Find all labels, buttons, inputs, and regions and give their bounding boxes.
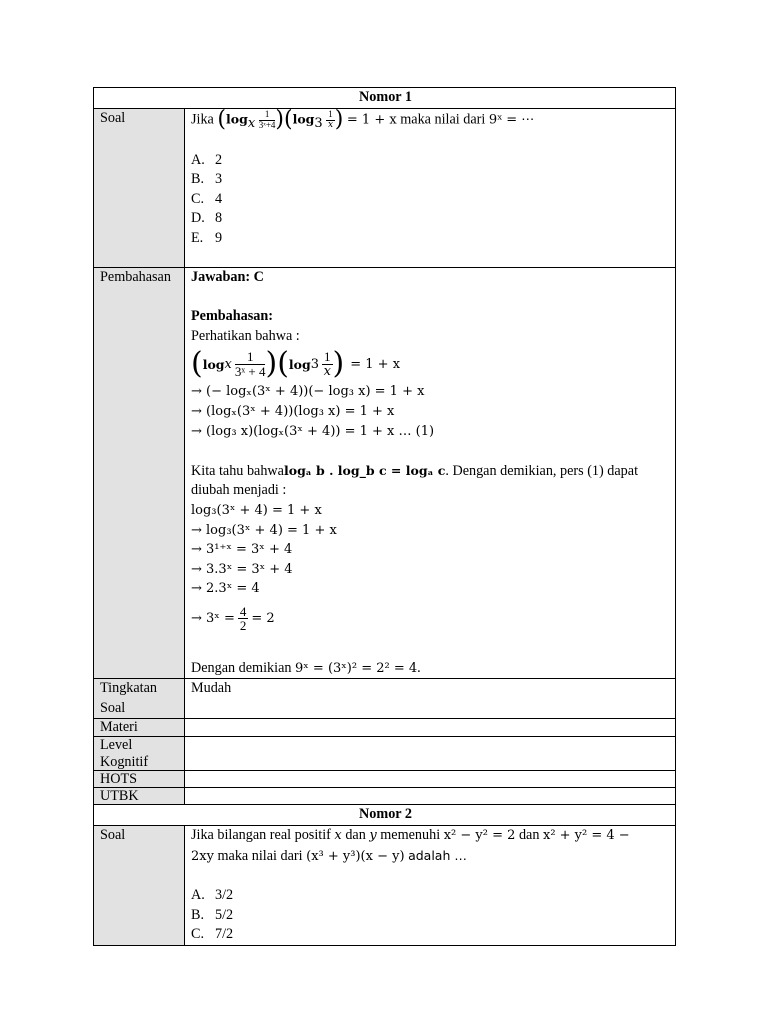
document-page bbox=[93, 87, 675, 943]
nomor-1-soal-row bbox=[94, 109, 676, 268]
option-value: 8 bbox=[215, 210, 223, 227]
q2-dan: dan bbox=[345, 827, 366, 844]
question-jika: Jika bbox=[191, 111, 214, 128]
final-fraction bbox=[238, 605, 249, 633]
question-2-line-1 bbox=[191, 826, 671, 846]
option-key: C. bbox=[191, 926, 205, 943]
q2-maka: maka nilai dari bbox=[217, 847, 303, 864]
conclusion bbox=[191, 659, 671, 679]
log-2: log bbox=[292, 111, 315, 127]
nomor-2-header: Nomor 2 bbox=[94, 805, 676, 826]
log-1-base: x bbox=[247, 116, 256, 132]
option-value: 4 bbox=[215, 190, 223, 207]
option-key: C. bbox=[191, 190, 205, 207]
q2-memenuhi: memenuhi bbox=[380, 827, 441, 844]
materi-value bbox=[185, 719, 676, 737]
step-b-4: → 3.3ˣ = 3ˣ + 4 bbox=[191, 561, 293, 577]
pembahasan-heading: Pembahasan: bbox=[191, 308, 273, 325]
option-c bbox=[191, 190, 671, 210]
option-key: A. bbox=[191, 887, 205, 904]
tingkatan-label: Tingkatan Soal bbox=[94, 679, 185, 719]
option-key: B. bbox=[191, 171, 205, 188]
q2-eq-1: x² − y² = 2 bbox=[443, 828, 516, 844]
log-1-base: x bbox=[224, 356, 232, 372]
q2-text: Jika bilangan real positif bbox=[191, 827, 331, 844]
right-paren: ) bbox=[265, 346, 278, 382]
option-b bbox=[191, 170, 671, 190]
conclusion-suffix: . bbox=[417, 659, 421, 676]
fraction-1-num: 1 bbox=[235, 350, 266, 365]
step-a-1: → (− logₓ(3ˣ + 4))(− log₃ x) = 1 + x bbox=[191, 384, 425, 400]
kita-tahu-formula: logₐ b . log_b c = logₐ c bbox=[283, 462, 446, 478]
options-list bbox=[191, 151, 671, 249]
soal-content-2 bbox=[185, 826, 676, 946]
hots-label: HOTS bbox=[94, 771, 185, 788]
log-1: log bbox=[226, 111, 248, 127]
option-key: D. bbox=[191, 210, 205, 227]
question-rhs: = 1 + x bbox=[346, 112, 397, 128]
option-key: A. bbox=[191, 151, 205, 168]
conclusion-formula: 9ˣ = (3ˣ)² = 2² = 4 bbox=[295, 660, 418, 676]
option-a bbox=[191, 886, 671, 906]
perhatikan-text: Perhatikan bahwa : bbox=[191, 327, 300, 344]
kita-tahu-line bbox=[191, 461, 671, 482]
option-b bbox=[191, 906, 671, 926]
utbk-value bbox=[185, 788, 676, 805]
materi-label: Materi bbox=[94, 719, 185, 737]
question-table bbox=[93, 87, 676, 946]
q2-dan-2: dan bbox=[518, 827, 540, 844]
nomor-1-pembahasan-row bbox=[94, 268, 676, 679]
question-target: 9ˣ bbox=[488, 112, 503, 128]
spacer bbox=[191, 441, 671, 461]
left-paren-2: ( bbox=[277, 346, 289, 382]
left-paren: ( bbox=[191, 346, 203, 382]
fraction-1-den: 3ˣ + 4 bbox=[234, 363, 266, 379]
kita-tahu-line-2: diubah menjadi : bbox=[191, 482, 287, 499]
option-d bbox=[191, 209, 671, 229]
materi-row bbox=[94, 719, 676, 737]
final-fraction-den: 2 bbox=[239, 618, 247, 634]
pembahasan-content bbox=[185, 268, 676, 679]
nomor-1-header-row bbox=[94, 88, 676, 109]
option-a bbox=[191, 151, 671, 171]
q2-var-y: y bbox=[369, 828, 377, 844]
fraction-1 bbox=[235, 350, 266, 378]
final-step-prefix: → 3ˣ = bbox=[191, 611, 235, 627]
question-tail: = ⋯ bbox=[506, 112, 535, 128]
conclusion-prefix: Dengan demikian bbox=[191, 659, 292, 676]
fraction-2 bbox=[326, 110, 335, 130]
tingkatan-value: Mudah bbox=[185, 679, 676, 719]
option-value: 2 bbox=[215, 151, 223, 168]
fraction-2 bbox=[322, 350, 333, 378]
soal-label-2: Soal bbox=[94, 826, 185, 946]
nomor-1-header: Nomor 1 bbox=[94, 88, 676, 109]
pembahasan-label: Pembahasan bbox=[94, 268, 185, 679]
fraction-1 bbox=[259, 110, 276, 130]
fraction-2-den: x bbox=[327, 119, 334, 130]
option-key: E. bbox=[191, 229, 204, 246]
fraction-1-den: 3ˣ+4 bbox=[258, 119, 276, 130]
utbk-label: UTBK bbox=[94, 788, 185, 805]
log-2-base: 3 bbox=[310, 356, 320, 372]
left-paren-2: ( bbox=[284, 107, 293, 132]
q2-2xy: 2xy bbox=[191, 848, 214, 864]
option-value: 9 bbox=[215, 229, 223, 246]
final-step-suffix: = 2 bbox=[251, 611, 275, 627]
left-paren: ( bbox=[217, 107, 226, 132]
fraction-2-num: 1 bbox=[328, 109, 333, 120]
option-key: B. bbox=[191, 906, 205, 923]
log-1: log bbox=[202, 356, 225, 372]
hots-value bbox=[185, 771, 676, 788]
fraction-2-num: 1 bbox=[324, 349, 331, 365]
option-value: 7/2 bbox=[215, 926, 234, 943]
right-paren-2: ) bbox=[334, 107, 344, 132]
step-0-rhs: = 1 + x bbox=[350, 356, 401, 372]
step-b-1: log₃(3ˣ + 4) = 1 + x bbox=[191, 502, 322, 518]
jawaban: Jawaban: C bbox=[191, 269, 264, 285]
q2-eq-2: x² + y² = 4 − bbox=[542, 828, 630, 844]
option-c bbox=[191, 925, 671, 945]
question-text-mid: maka nilai dari bbox=[400, 111, 486, 128]
hots-row bbox=[94, 771, 676, 788]
log-2: log bbox=[288, 356, 311, 372]
step-b-5: → 2.3ˣ = 4 bbox=[191, 581, 260, 597]
spacer bbox=[191, 288, 671, 308]
spacer bbox=[191, 639, 671, 659]
option-e bbox=[191, 229, 671, 249]
question-line bbox=[191, 109, 671, 131]
question-2-line-2 bbox=[191, 846, 671, 867]
spacer bbox=[191, 131, 671, 151]
final-fraction-num: 4 bbox=[239, 603, 247, 619]
final-step bbox=[191, 599, 671, 639]
right-paren: ) bbox=[275, 107, 284, 132]
option-value: 3 bbox=[215, 171, 223, 188]
soal-content bbox=[185, 109, 676, 268]
log-2-base: 3 bbox=[314, 116, 323, 132]
option-value: 5/2 bbox=[215, 906, 234, 923]
tingkatan-row bbox=[94, 679, 676, 719]
fraction-2-den: x bbox=[323, 363, 331, 379]
options-list-2 bbox=[191, 886, 671, 945]
kita-tahu-suffix: . Dengan demikian, pers (1) dapat bbox=[445, 462, 639, 479]
step-a-2: → (logₓ(3ˣ + 4))(log₃ x) = 1 + x bbox=[191, 403, 395, 419]
step-0 bbox=[191, 346, 671, 382]
step-b-2: → log₃(3ˣ + 4) = 1 + x bbox=[191, 522, 337, 538]
soal-label: Soal bbox=[94, 109, 185, 268]
nomor-2-soal-row bbox=[94, 826, 676, 946]
fraction-1-num: 1 bbox=[259, 110, 276, 120]
spacer bbox=[191, 866, 671, 886]
step-a-3: → (log₃ x)(logₓ(3ˣ + 4)) = 1 + x … (1) bbox=[191, 423, 435, 439]
option-value: 3/2 bbox=[215, 887, 234, 904]
level-row bbox=[94, 737, 676, 771]
utbk-row bbox=[94, 788, 676, 805]
nomor-2-header-row bbox=[94, 805, 676, 826]
kita-tahu-prefix: Kita tahu bahwa bbox=[191, 462, 284, 479]
level-value bbox=[185, 737, 676, 771]
level-label: Level Kognitif bbox=[94, 737, 185, 771]
right-paren-2: ) bbox=[332, 346, 345, 382]
q2-adalah: adalah … bbox=[408, 847, 467, 863]
q2-expression: (x³ + y³)(x − y) bbox=[306, 848, 405, 864]
q2-var-x: x bbox=[334, 828, 342, 844]
step-b-3: → 3¹⁺ˣ = 3ˣ + 4 bbox=[191, 542, 293, 558]
